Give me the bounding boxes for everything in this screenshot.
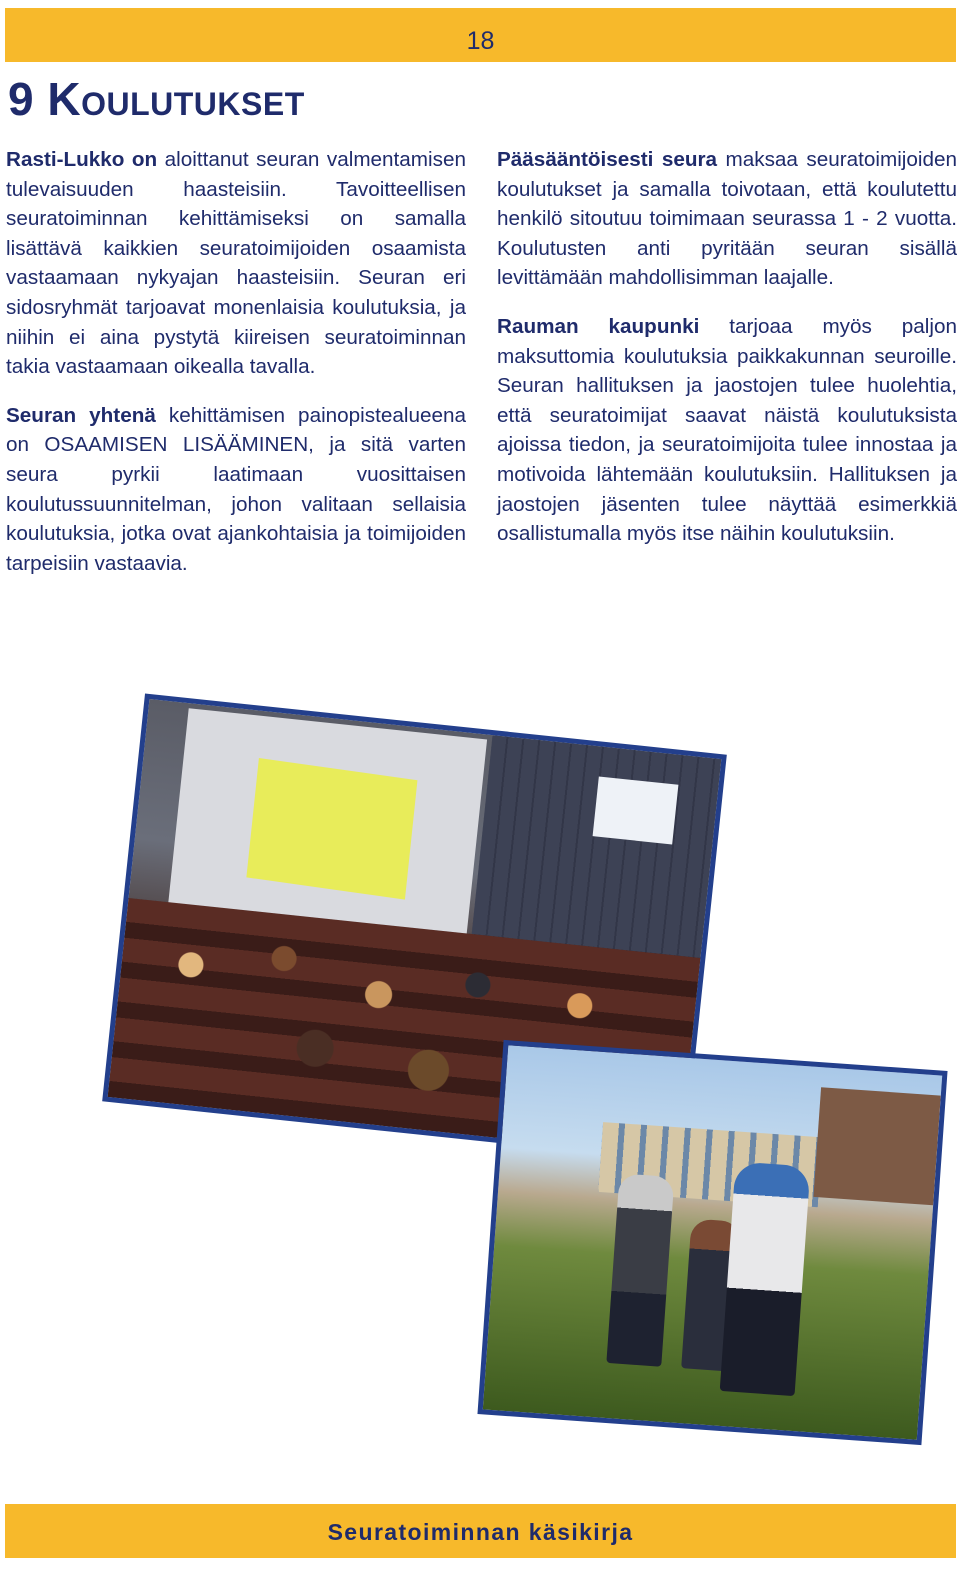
left-column [6, 145, 466, 597]
page-number: 18 [466, 27, 495, 55]
schoolyard-photo [477, 1040, 947, 1445]
child-figure-3 [720, 1161, 811, 1396]
footer-bar [5, 1504, 956, 1558]
section-title: 9 Koulutukset [8, 73, 305, 125]
child-figure-1 [606, 1173, 674, 1366]
right-column [497, 145, 957, 568]
hall-window [593, 776, 679, 844]
right-paragraph-1-lead: Pääsääntöisesti seura [497, 148, 718, 171]
left-paragraph-1-text: aloittanut seuran valmentamisen tulevaisuuden haasteisiin. Tavoitteellisen seuratoiminnan kehittämiseksi on samalla lisättävä kaikkien seuratoimijoiden osaamista vastaamaan nykyajan haasteisiin. Seuran eri sidosryhmät tarjoavat monenlaisia koulutuksia, ja niihin ei aina pystytä kiireisen seuratoiminnan takia vastaamaan oikealla tavalla. [6, 148, 466, 379]
header-bar [5, 8, 956, 62]
left-paragraph-2-text: kehittämisen painopistealueena on OSAAMISEN LISÄÄMINEN, ja sitä varten seura pyrkii laatimaan vuosittaisen koulutussuunnitelman, johon valitaan sellaisia koulutuksia, jotka ovat ajankohtaisia ja toimijoiden tarpeisiin vastaavia. [6, 403, 467, 575]
right-paragraph-2-lead: Rauman kaupunki [497, 314, 700, 338]
left-paragraph-1-lead: Rasti-Lukko on [6, 148, 158, 171]
right-paragraph-1-text: maksaa seuratoimijoiden koulutukset ja samalla toivotaan, että koulutettu henkilö sitoutuu toimimaan seurassa 1 - 2 vuotta. Koulutusten anti pyritään seuran sisällä levittämään mahdollisimman laajalle. [497, 148, 958, 290]
left-paragraph-1 [6, 145, 466, 382]
wooden-house [813, 1087, 940, 1205]
right-paragraph-2 [497, 312, 957, 549]
left-paragraph-2 [6, 401, 466, 579]
right-paragraph-1 [497, 145, 957, 293]
right-paragraph-2-text: tarjoaa myös paljon maksuttomia koulutuksia paikkakunnan seuroille. Seuran hallituksen ja jaostojen tulee huolehtia, että seuratoimijat saavat näistä koulutuksista ajoissa tiedon, ja seuratoimijoita tulee innostaa ja motivoida lähtemään koulutuksiin. Hallituksen ja jaostojen jäsenten tulee näyttää esimerkkiä osallistumalla myös itse näihin koulutuksiin. [497, 314, 958, 546]
projection-screen [246, 758, 417, 900]
left-paragraph-2-lead: Seuran yhtenä [6, 403, 156, 427]
footer-title: Seuratoiminnan käsikirja [327, 1519, 634, 1545]
